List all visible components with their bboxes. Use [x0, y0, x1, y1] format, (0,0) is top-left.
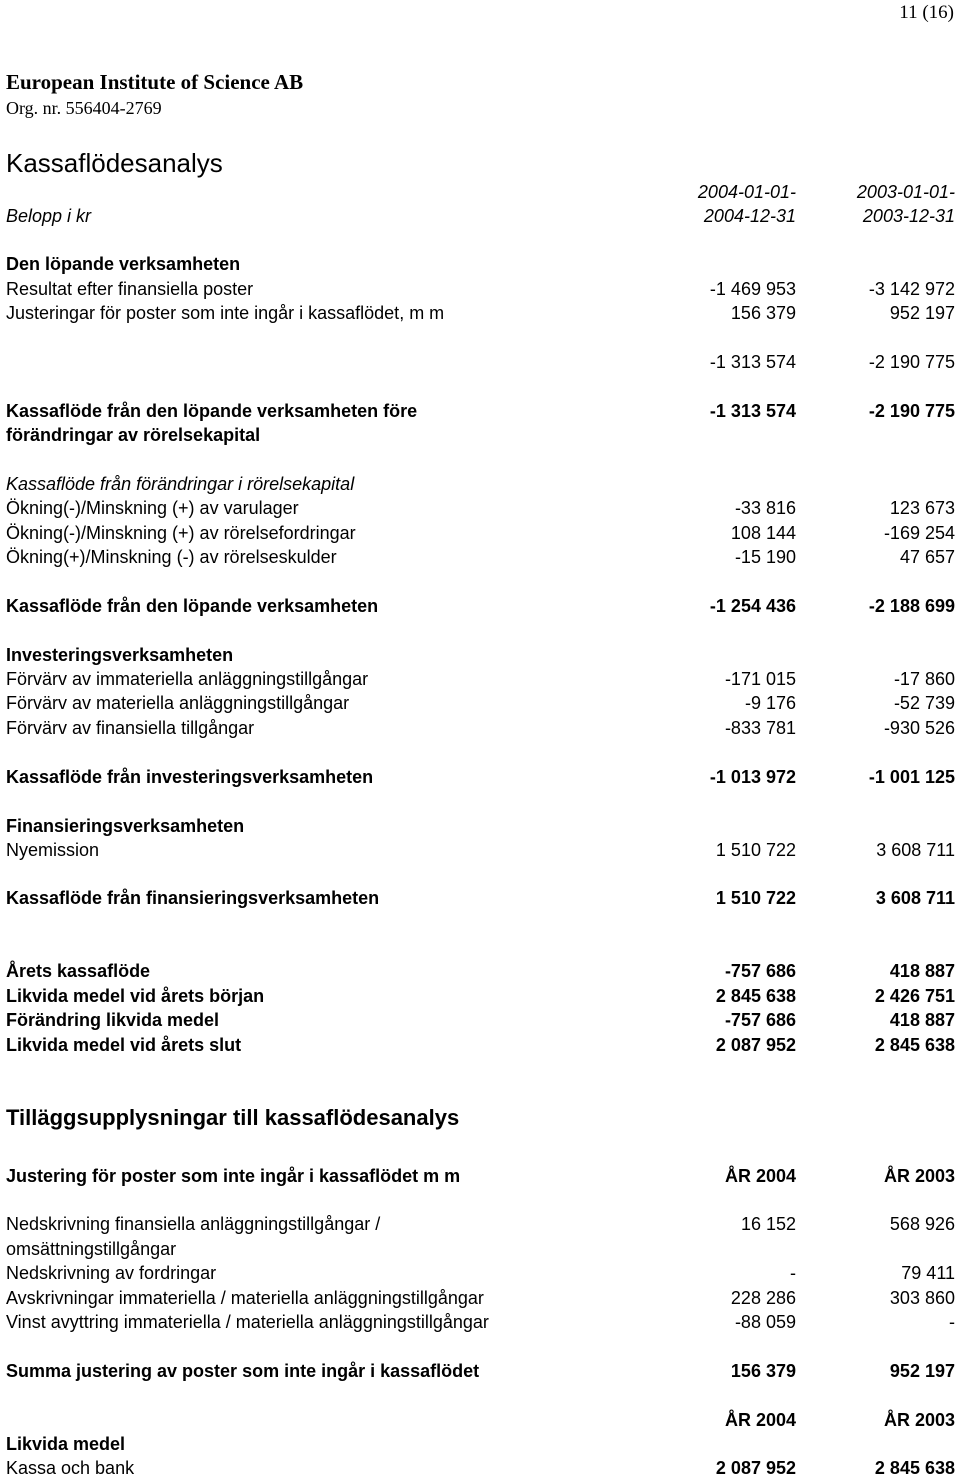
supplement-label: Nedskrivning finansiella anläggningstillgångar / [6, 1214, 381, 1234]
cashflow-label: Justeringar för poster som inte ingår i kassaflödet, m m [6, 303, 445, 323]
cashflow-value-2004: -833 781 [724, 718, 796, 738]
cashflow-label: Förändring likvida medel [6, 1010, 220, 1030]
company-name: European Institute of Science AB [6, 70, 304, 94]
cashflow-value-2004: 1 510 722 [715, 840, 796, 860]
cashflow-value-2004: -757 686 [724, 1010, 796, 1030]
column-header-value-2003: 2003-12-31 [862, 206, 955, 226]
supplement-value-2004: - [790, 1263, 796, 1283]
cashflow-label: förändringar av rörelsekapital [6, 425, 261, 445]
cashflow-label: Kassaflöde från den löpande verksamheten [6, 596, 379, 616]
cashflow-value-2004: -1 254 436 [709, 596, 796, 616]
cashflow-value-2003: 47 657 [899, 547, 955, 567]
cashflow-value-2003: -930 526 [883, 718, 955, 738]
cashflow-label: Förvärv av finansiella tillgångar [6, 718, 255, 738]
supplement-label: Likvida medel [6, 1434, 126, 1454]
cashflow-value-2003: 2 845 638 [874, 1035, 955, 1055]
cashflow-value-2003: 2 426 751 [874, 986, 955, 1006]
supplement-value-2004: ÅR 2004 [724, 1166, 796, 1186]
cashflow-value-2004: -1 013 972 [709, 767, 796, 787]
supplement-value-2003: - [949, 1312, 955, 1332]
supplement-value-2003: ÅR 2003 [883, 1410, 955, 1430]
supplement-value-2003: 952 197 [889, 1361, 955, 1381]
supplement-value-2004: 156 379 [730, 1361, 796, 1381]
cashflow-label: Ökning(+)/Minskning (-) av rörelseskulder [6, 547, 337, 567]
cashflow-value-2004: -33 816 [734, 498, 796, 518]
cashflow-value-2003: -2 190 775 [868, 352, 955, 372]
cashflow-value-2004: -9 176 [744, 693, 796, 713]
supplement-value-2003: 568 926 [889, 1214, 955, 1234]
cashflow-value-2003: 123 673 [889, 498, 955, 518]
cashflow-value-2004: -757 686 [724, 961, 796, 981]
cashflow-value-2004: 2 087 952 [715, 1035, 796, 1055]
page-number: 11 (16) [899, 2, 954, 23]
cashflow-label: Förvärv av immateriella anläggningstillgångar [6, 669, 369, 689]
supplement-label: omsättningstillgångar [6, 1239, 177, 1259]
supplement-title: Tilläggsupplysningar till kassaflödesanalys [6, 1105, 460, 1130]
cashflow-value-2004: -1 313 574 [709, 352, 796, 372]
supplement-value-2003: 79 411 [901, 1263, 955, 1283]
cashflow-value-2003: 3 608 711 [875, 888, 955, 908]
cashflow-label: Kassaflöde från den löpande verksamheten före [6, 401, 418, 421]
cashflow-value-2003: -3 142 972 [868, 279, 955, 299]
cashflow-label: Kassaflöde från förändringar i rörelsekapital [6, 474, 355, 494]
org-number: Org. nr. 556404-2769 [6, 98, 162, 118]
cashflow-label: Nyemission [6, 840, 100, 860]
cashflow-value-2004: -171 015 [724, 669, 796, 689]
cashflow-label: Ökning(-)/Minskning (+) av varulager [6, 498, 299, 518]
supplement-label: Kassa och bank [6, 1458, 135, 1478]
cashflow-value-2003: -169 254 [883, 523, 955, 543]
cashflow-value-2003: -17 860 [893, 669, 955, 689]
cashflow-value-2004: 2 845 638 [715, 986, 796, 1006]
cashflow-value-2004: 108 144 [730, 523, 796, 543]
cashflow-label: Likvida medel vid årets början [6, 986, 265, 1006]
cashflow-value-2004: -15 190 [734, 547, 796, 567]
cashflow-label: Förvärv av materiella anläggningstillgångar [6, 693, 350, 713]
column-header-value-2003: 2003-01-01- [856, 182, 955, 202]
supplement-value-2003: 2 845 638 [874, 1458, 955, 1478]
cashflow-label: Finansieringsverksamheten [6, 816, 245, 836]
supplement-label: Justering för poster som inte ingår i kassaflödet m m [6, 1166, 461, 1186]
cashflow-value-2003: 3 608 711 [876, 840, 955, 860]
cashflow-value-2003: 418 887 [889, 1010, 955, 1030]
cashflow-label: Likvida medel vid årets slut [6, 1035, 242, 1055]
supplement-value-2004: ÅR 2004 [724, 1410, 796, 1430]
cashflow-value-2004: 156 379 [730, 303, 796, 323]
supplement-value-2004: 228 286 [730, 1288, 796, 1308]
cashflow-value-2003: -2 190 775 [868, 401, 955, 421]
supplement-value-2004: 16 152 [740, 1214, 796, 1234]
supplement-value-2004: -88 059 [734, 1312, 796, 1332]
supplement-value-2003: ÅR 2003 [883, 1166, 955, 1186]
page-title: Kassaflödesanalys [6, 148, 223, 178]
cashflow-label: Den löpande verksamheten [6, 254, 241, 274]
supplement-label: Avskrivningar immateriella / materiella anläggningstillgångar [6, 1288, 484, 1308]
cashflow-label: Investeringsverksamheten [6, 645, 234, 665]
cashflow-value-2004: -1 313 574 [709, 401, 796, 421]
cashflow-value-2004: 1 510 722 [715, 888, 796, 908]
column-header-label: Belopp i kr [6, 206, 92, 226]
cashflow-value-2003: 418 887 [889, 961, 955, 981]
cashflow-label: Ökning(-)/Minskning (+) av rörelsefordringar [6, 523, 356, 543]
supplement-label: Vinst avyttring immateriella / materiella anläggningstillgångar [6, 1312, 489, 1332]
cashflow-label: Kassaflöde från finansieringsverksamheten [6, 888, 380, 908]
cashflow-value-2003: 952 197 [889, 303, 955, 323]
cashflow-value-2003: -52 739 [893, 693, 955, 713]
supplement-value-2004: 2 087 952 [715, 1458, 796, 1478]
column-header-value-2004: 2004-01-01- [697, 182, 796, 202]
supplement-label: Summa justering av poster som inte ingår i kassaflödet [6, 1361, 480, 1381]
cashflow-label: Årets kassaflöde [6, 961, 151, 981]
supplement-value-2003: 303 860 [889, 1288, 955, 1308]
supplement-label: Nedskrivning av fordringar [6, 1263, 217, 1283]
cashflow-label: Resultat efter finansiella poster [6, 279, 254, 299]
cashflow-value-2004: -1 469 953 [709, 279, 796, 299]
cashflow-value-2003: -2 188 699 [868, 596, 955, 616]
cashflow-value-2003: -1 001 125 [868, 767, 955, 787]
column-header-value-2004: 2004-12-31 [703, 206, 796, 226]
cashflow-label: Kassaflöde från investeringsverksamheten [6, 767, 374, 787]
